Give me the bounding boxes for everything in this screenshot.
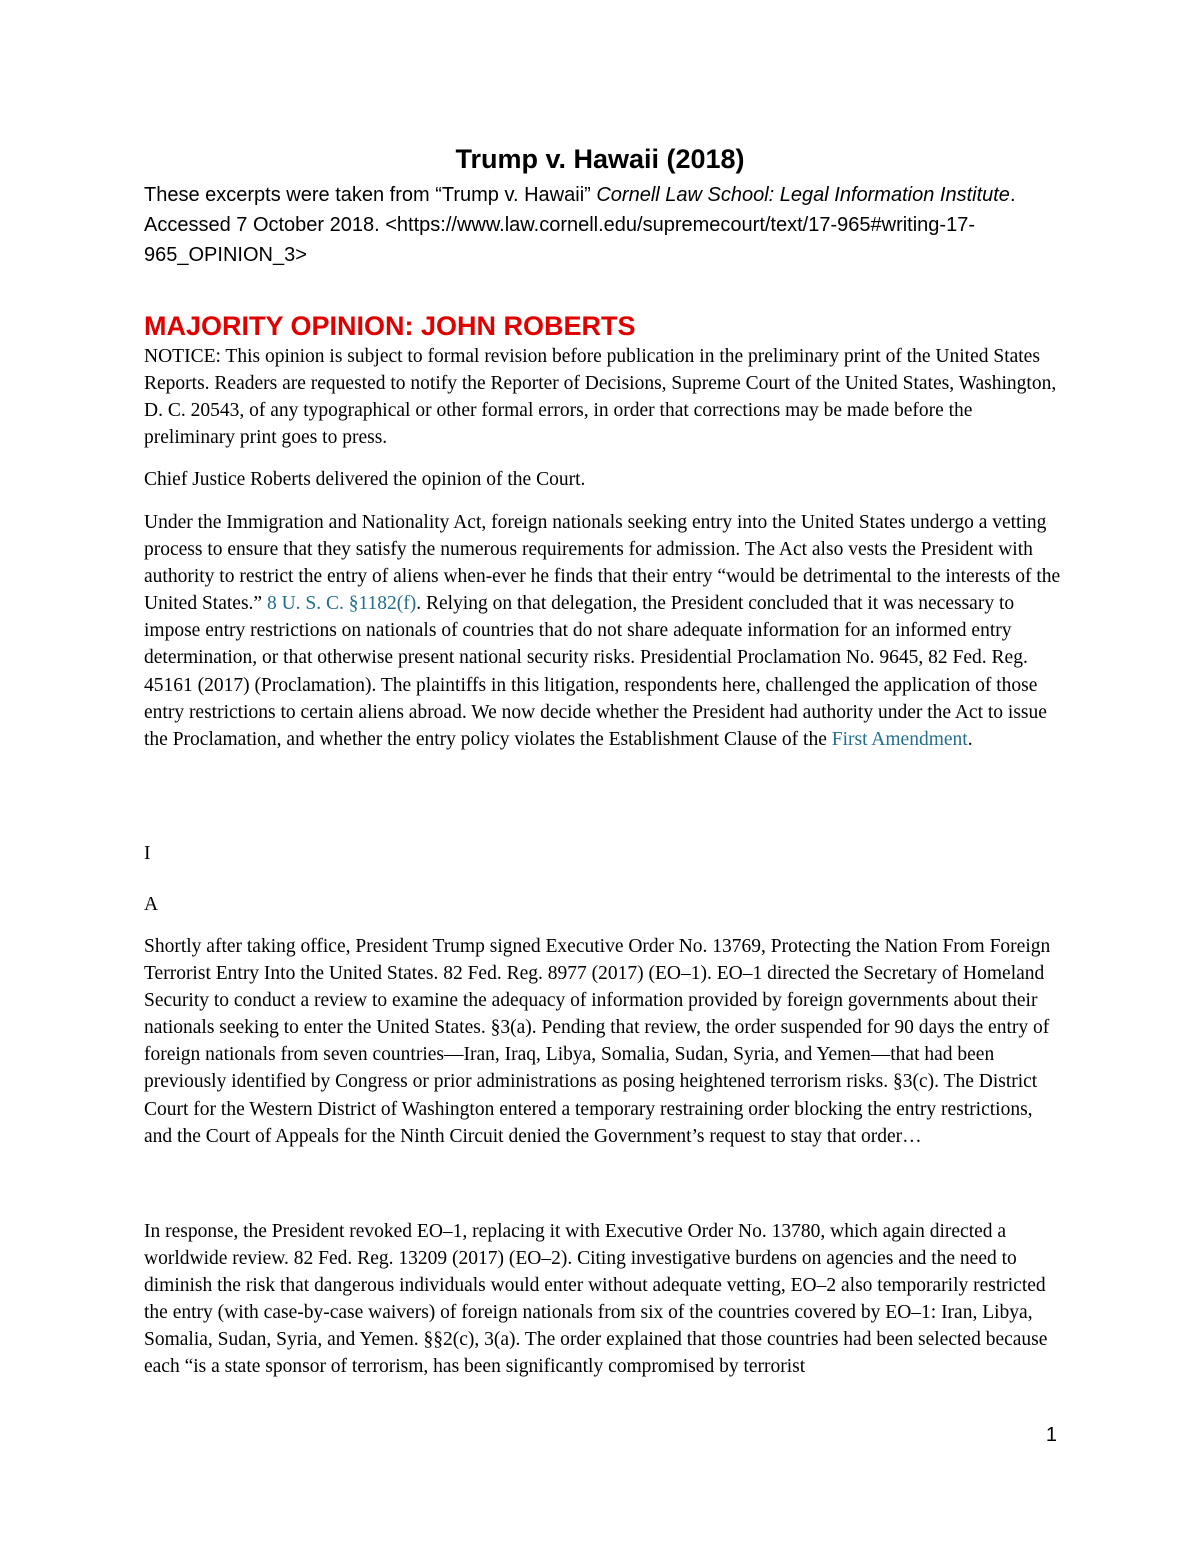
delivered-paragraph bbox=[144, 466, 1064, 493]
intro-text-3: . bbox=[967, 728, 973, 750]
source-prefix: These excerpts were taken from “Trump v. Hawaii” bbox=[144, 184, 597, 206]
first-amendment-link[interactable]: First Amendment bbox=[831, 728, 968, 750]
section-heading: MAJORITY OPINION: JOHN ROBERTS bbox=[144, 311, 636, 341]
intro-text-2: . Relying on that delegation, the President concluded that it was necessary to impose entry restrictions on nationals of countries that do not share adequate information for an informed entry determination, or that otherwise present national security risks. Presidential Proclamation No. 9645, 82 Fed. Reg. 45161 (2017) (Proclamation). The plaintiffs in this litigation, respondents here, challenged the application of those entry restrictions to certain aliens abroad. We now decide whether the President had authority under the Act to issue the Proclamation, and whether the entry policy violates the Establishment Clause of the bbox=[144, 593, 1047, 750]
document-title: Trump v. Hawaii (2018) bbox=[455, 144, 745, 174]
notice-paragraph bbox=[144, 343, 1064, 451]
paragraph-a1-text: Shortly after taking office, President Trump signed Executive Order No. 13769, Protecting the Nation From Foreign Terrorist Entry Into the United States. 82 Fed. Reg. 8977 (2017) (EO–1). EO–1 directed the Secretary of Homeland Security to conduct a review to examine the adequacy of information provided by foreign governments about their nationals seeking to enter the United States. §3(a). Pending that review, the order suspended for 90 days the entry of foreign nationals from seven countries—Iran, Iraq, Libya, Somalia, Sudan, Syria, and Yemen—that had been previously identified by Congress or prior administrations as posing heightened terrorism risks. §3(c). The District Court for the Western District of Washington entered a temporary restraining order blocking the entry restrictions, and the Court of Appeals for the Ninth Circuit denied the Government’s request to stay that order… bbox=[144, 936, 1051, 1147]
intro-paragraph bbox=[144, 509, 1064, 753]
statute-link[interactable]: 8 U. S. C. §1182(f) bbox=[266, 593, 417, 615]
paragraph-a2-text: In response, the President revoked EO–1, replacing it with Executive Order No. 13780, which again directed a worldwide review. 82 Fed. Reg. 13209 (2017) (EO–2). Citing investigative burdens on agencies and the need to diminish the risk that dangerous individuals would enter without adequate vetting, EO–2 also temporarily restricted the entry (with case-by-case waivers) of foreign nationals from six of the countries covered by EO–1: Iran, Libya, Somalia, Sudan, Syria, and Yemen. §§2(c), 3(a). The order explained that those countries had been selected because each “is a state sponsor of terrorism, has been significantly compromised by terrorist bbox=[144, 1221, 1048, 1378]
page-number: 1 bbox=[1045, 1424, 1057, 1446]
notice-text: NOTICE: This opinion is subject to formal revision before publication in the preliminary print of the United States Reports. Readers are requested to notify the Reporter of Decisions, Supreme Court of the United States, Washington, D. C. 20543, of any typographical or other formal errors, in order that corrections may be made before the preliminary print goes to press. bbox=[144, 346, 1057, 449]
source-italic: Cornell Law School: Legal Information Institute bbox=[596, 184, 1010, 206]
source-suffix: . Accessed 7 October 2018. <https://www.law.cornell.edu/supremecourt/text/17-965#writing-17-965_OPINION_3> bbox=[144, 184, 1016, 266]
source-citation bbox=[144, 180, 1064, 270]
paragraph-a2 bbox=[144, 1218, 1064, 1381]
paragraph-a1 bbox=[144, 933, 1064, 1150]
part-label: I bbox=[144, 843, 151, 864]
intro-text-1: Under the Immigration and Nationality Act, foreign nationals seeking entry into the United States undergo a vetting process to ensure that they satisfy the numerous requirements for admission. The Act also vests the President with authority to restrict the entry of aliens when-ever he finds that their entry “would be detrimental to the interests of the United States.” bbox=[144, 512, 1061, 615]
delivered-text: Chief Justice Roberts delivered the opinion of the Court. bbox=[144, 469, 586, 490]
subpart-label: A bbox=[144, 894, 159, 915]
